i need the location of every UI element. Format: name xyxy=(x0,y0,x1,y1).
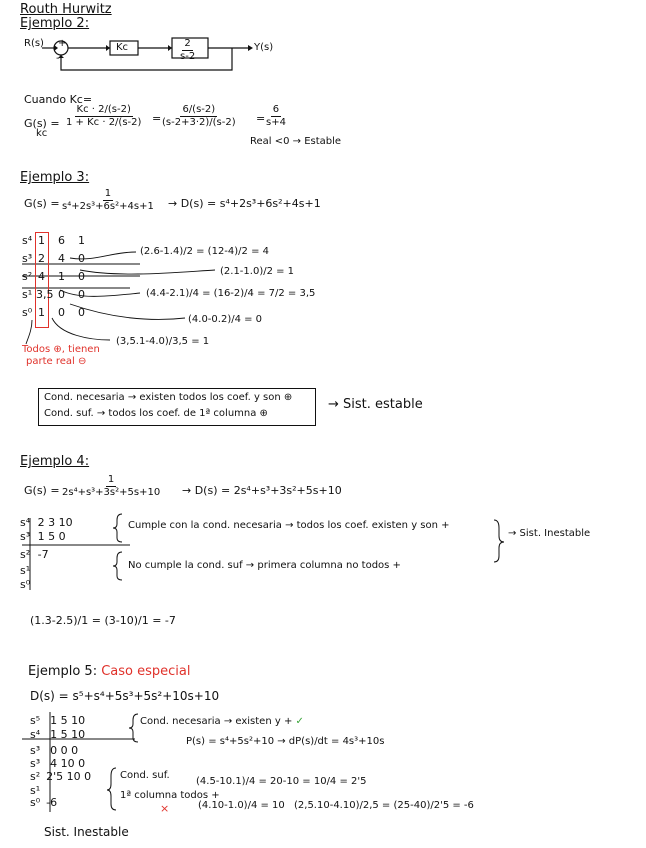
ex3-result: → Sist. estable xyxy=(328,397,423,412)
ex4-heading: Ejemplo 4: xyxy=(20,454,90,469)
ex5-colume: 1ª columna todos + xyxy=(120,790,220,801)
ex3-g-label: G(s) = xyxy=(24,197,60,210)
ex5-d-label: D(s) = s⁵+s⁴+5s³+5s²+10s+10 xyxy=(30,689,220,703)
ex2-frac-2: $\frac{6/(s-2)}{(s-2+3\cdot 2)/(s-2)}$ xyxy=(162,104,236,128)
table-row: s⁰ -6 xyxy=(30,796,58,809)
ex5-poly: P(s) = s⁴+5s²+10 → dP(s)/dt = 4s³+10s xyxy=(186,736,385,747)
ex3-calc-3: (4.4-2.1)/4 = (16-2)/4 = 7/2 = 3,5 xyxy=(146,288,316,299)
ex2-heading: Ejemplo 2: xyxy=(20,16,90,31)
table-row: s² -7 xyxy=(20,548,49,561)
ex4-nocumple: No cumple la cond. suf → primera columna no todos + xyxy=(128,560,401,571)
cond-suficiente: Cond. suf. → todos los coef. de 1ª columna ⊕ xyxy=(44,408,268,419)
ex5-condnec: Cond. necesaria → existen y + ✓ xyxy=(140,716,304,727)
table-row: s³ 1 5 0 xyxy=(20,530,66,543)
table-row: s¹ xyxy=(30,784,41,797)
doc-title: Routh Hurwitz xyxy=(20,2,112,17)
ex3-calc-5: (3,5.1-4.0)/3,5 = 1 xyxy=(116,336,210,347)
ex4-g-frac: $\frac{1}{\text{2s⁴+s³+3s²+5s+10}}$ xyxy=(62,474,161,498)
table-row: s⁰ xyxy=(20,578,31,591)
ex3-d-label: → D(s) = s⁴+2s³+6s²+4s+1 xyxy=(168,197,321,210)
ex5-result: Sist. Inestable xyxy=(44,825,129,839)
plant-tf: $\frac{2}{s-2}$ xyxy=(180,38,196,62)
ex4-result: → Sist. Inestable xyxy=(508,528,591,539)
ex3-note-2: parte real ⊖ xyxy=(26,356,87,367)
table-row: s³ 4 10 0 xyxy=(30,757,86,770)
ex5-special: Caso especial xyxy=(101,664,191,679)
sum-plus-sign: + xyxy=(58,38,67,49)
ex5-condsuf: Cond. suf. xyxy=(120,770,170,781)
ex4-g-label: G(s) = xyxy=(24,484,60,497)
ex4-d-label: → D(s) = 2s⁴+s³+3s²+5s+10 xyxy=(182,484,342,497)
block-input-label: R(s) xyxy=(24,38,44,49)
ex2-result: Real <0 → Estable xyxy=(250,136,342,147)
table-row: s⁴ 1 5 10 xyxy=(30,728,86,741)
eq-sign: = xyxy=(152,112,162,125)
ex3-calc-1: (2.6-1.4)/2 = (12-4)/2 = 4 xyxy=(140,246,270,257)
eq-sign: = xyxy=(256,112,266,125)
feedback-line xyxy=(61,48,232,70)
table-row: s⁴ 2 3 10 xyxy=(20,516,73,529)
block-output-label: Y(s) xyxy=(254,42,274,53)
ex3-heading: Ejemplo 3: xyxy=(20,170,90,185)
sum-minus-sign: - xyxy=(56,53,60,64)
cond-necesaria: Cond. necesaria → existen todos los coef. y son ⊕ xyxy=(44,392,293,403)
table-row: s³ 0 0 0 xyxy=(30,744,79,757)
ex3-g-frac: $\frac{1}{\text{s⁴+2s³+6s²+4s+1}}$ xyxy=(62,188,154,212)
ex2-cuando: Cuando Kc= xyxy=(24,93,93,106)
table-row: s² 2'5 10 0 xyxy=(30,770,92,783)
ex5-calc-3: (2,5.10-4.10)/2,5 = (25-40)/2'5 = -6 xyxy=(294,800,474,811)
ex3-calc-2: (2.1-1.0)/2 = 1 xyxy=(220,266,295,277)
ex5-calc-2: (4.10-1.0)/4 = 10 xyxy=(198,800,285,811)
ex4-cumple: Cumple con la cond. necesaria → todos los coef. existen y son + xyxy=(128,520,450,531)
ex2-g-label: G(s) = xyxy=(24,117,60,130)
check-icon: ✓ xyxy=(295,716,304,727)
ex3-note-1: Todos ⊕, tienen xyxy=(22,344,100,355)
ex2-frac-1: $\frac{Kc \cdot 2/(s-2)}{1 + Kc \cdot 2/(s-2)}$ xyxy=(66,104,142,128)
kc-block-label: Kc xyxy=(116,42,129,53)
table-row: s¹ xyxy=(20,564,31,577)
table-row: s⁵ 1 5 10 xyxy=(30,714,86,727)
ex5-heading: Ejemplo 5: Caso especial xyxy=(28,664,191,679)
ex2-frac-3: $\frac{6}{s+4}$ xyxy=(266,104,286,128)
ex3-calc-4: (4.0-0.2)/4 = 0 xyxy=(188,314,263,325)
cross-icon: × xyxy=(160,802,170,815)
ex4-calc: (1.3-2.5)/1 = (3-10)/1 = -7 xyxy=(30,614,176,627)
ex5-calc-1: (4.5-10.1)/4 = 20-10 = 10/4 = 2'5 xyxy=(196,776,367,787)
ex2-g-subscript: kc xyxy=(36,128,48,139)
